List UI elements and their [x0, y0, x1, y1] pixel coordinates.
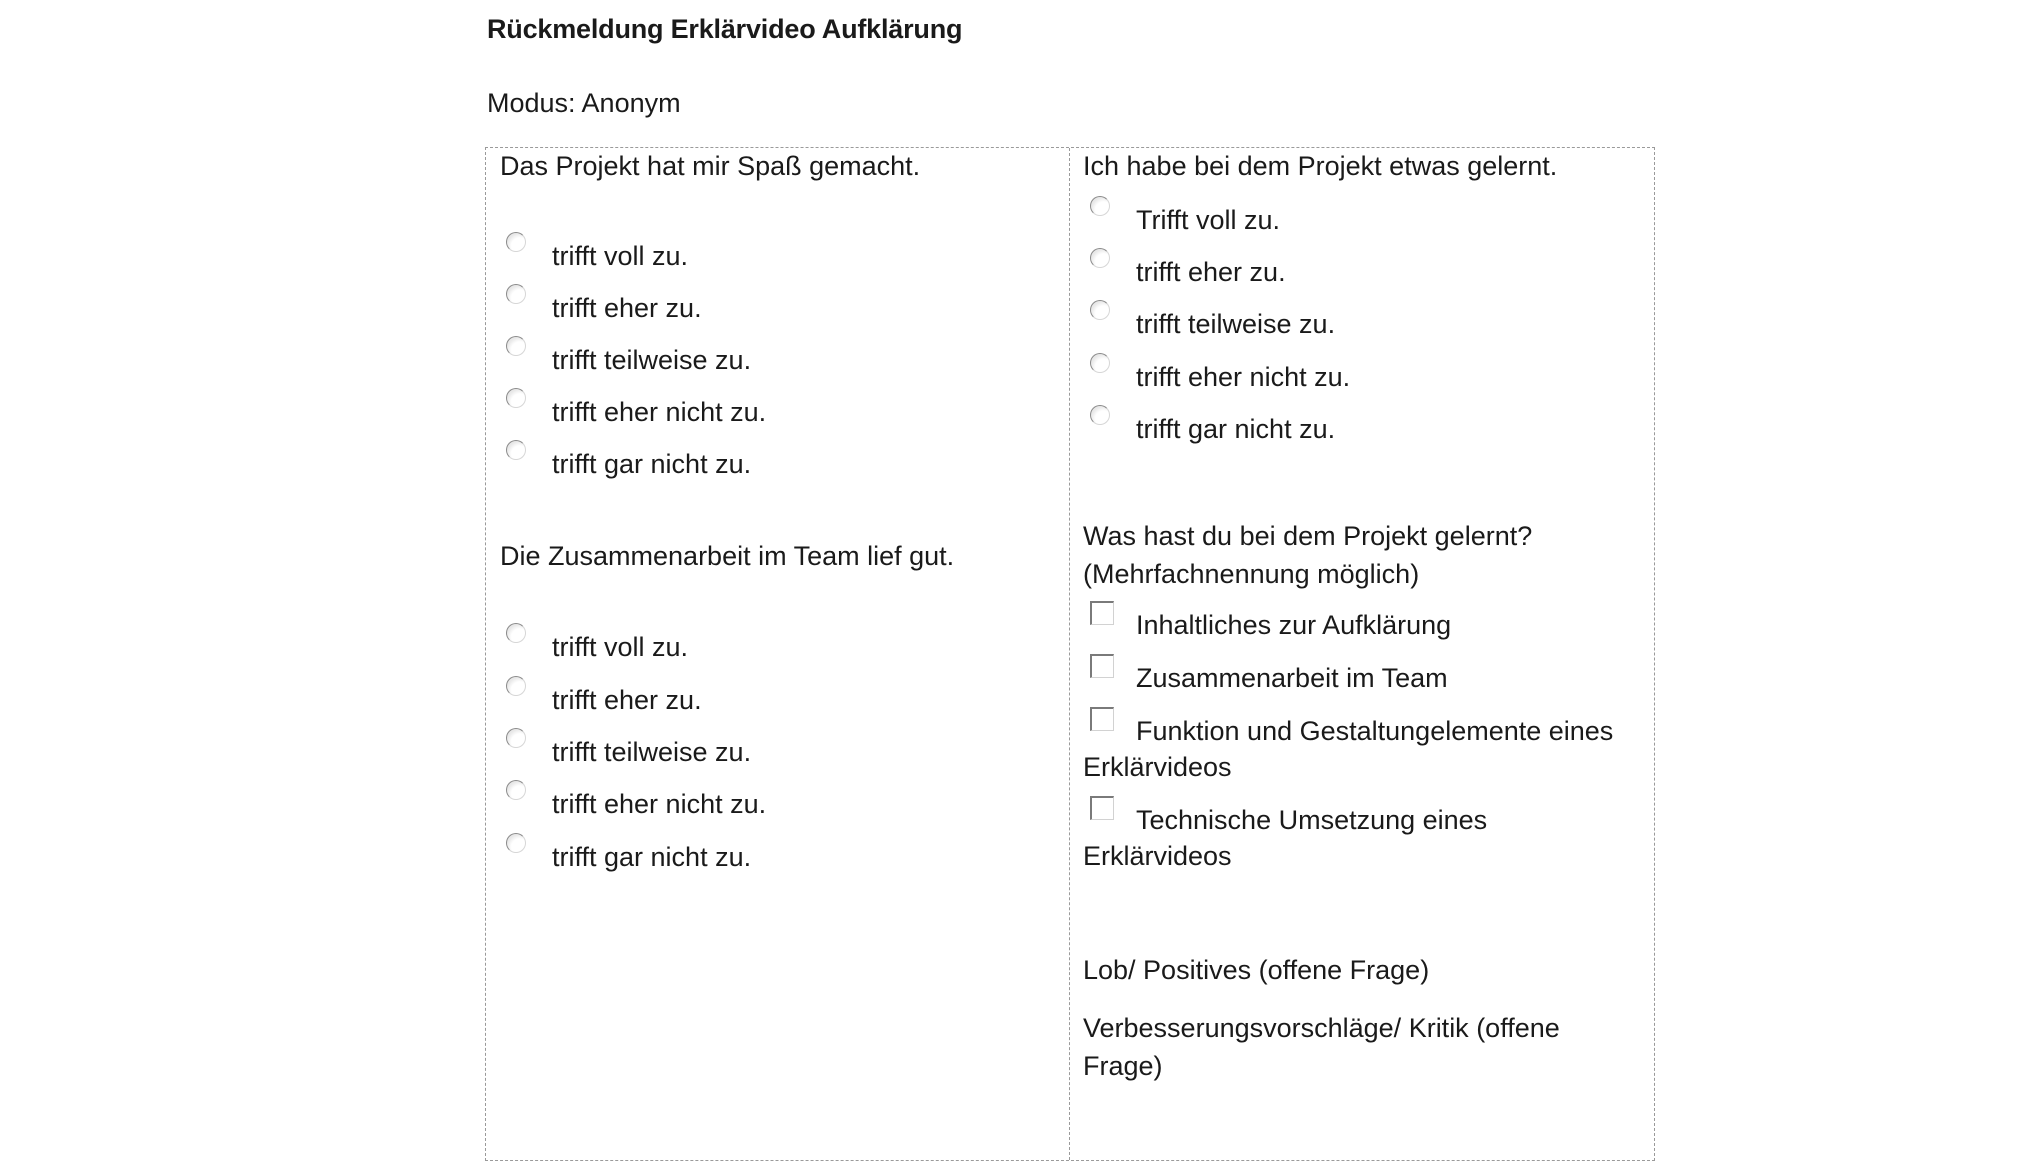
radio-button[interactable]: [1090, 248, 1110, 268]
option-label: Trifft voll zu.: [1136, 205, 1281, 235]
checkbox[interactable]: [1090, 654, 1114, 678]
radio-button[interactable]: [506, 232, 526, 252]
question-learned: Ich habe bei dem Projekt etwas gelernt.: [1083, 151, 1558, 181]
radio-button[interactable]: [506, 388, 526, 408]
option-label: Technische Umsetzung eines: [1136, 805, 1488, 835]
option-label: trifft gar nicht zu.: [1136, 414, 1336, 444]
column-divider: [1069, 148, 1070, 1160]
option-label: trifft voll zu.: [552, 241, 689, 271]
survey-table: [485, 147, 1655, 1161]
radio-button[interactable]: [506, 284, 526, 304]
option-label: Funktion und Gestaltungelemente eines: [1136, 716, 1614, 746]
option-label-continued: Erklärvideos: [1083, 841, 1232, 871]
question-improvements-continued: Frage): [1083, 1051, 1163, 1081]
option-label-continued: Erklärvideos: [1083, 752, 1232, 782]
question-praise: Lob/ Positives (offene Frage): [1083, 955, 1430, 985]
radio-button[interactable]: [506, 623, 526, 643]
option-label: trifft gar nicht zu.: [552, 842, 752, 872]
option-label: Inhaltliches zur Aufklärung: [1136, 610, 1452, 640]
option-label: trifft eher nicht zu.: [552, 397, 767, 427]
radio-button[interactable]: [506, 440, 526, 460]
radio-button[interactable]: [506, 676, 526, 696]
option-label: trifft gar nicht zu.: [552, 449, 752, 479]
question-teamwork: Die Zusammenarbeit im Team lief gut.: [500, 541, 955, 571]
question-fun: Das Projekt hat mir Spaß gemacht.: [500, 151, 921, 181]
document-title: Rückmeldung Erklärvideo Aufklärung: [487, 14, 963, 44]
radio-button[interactable]: [506, 780, 526, 800]
checkbox[interactable]: [1090, 796, 1114, 820]
option-label: trifft eher zu.: [552, 685, 702, 715]
radio-button[interactable]: [1090, 405, 1110, 425]
question-what-learned-hint: (Mehrfachnennung möglich): [1083, 559, 1420, 589]
option-label: trifft eher nicht zu.: [552, 789, 767, 819]
radio-button[interactable]: [1090, 196, 1110, 216]
option-label: Zusammenarbeit im Team: [1136, 663, 1448, 693]
option-label: trifft eher nicht zu.: [1136, 362, 1351, 392]
option-label: trifft eher zu.: [1136, 257, 1286, 287]
radio-button[interactable]: [506, 728, 526, 748]
radio-button[interactable]: [1090, 353, 1110, 373]
option-label: trifft eher zu.: [552, 293, 702, 323]
question-improvements: Verbesserungsvorschläge/ Kritik (offene: [1083, 1013, 1560, 1043]
radio-button[interactable]: [1090, 300, 1110, 320]
radio-button[interactable]: [506, 833, 526, 853]
option-label: trifft teilweise zu.: [1136, 309, 1336, 339]
survey-mode: Modus: Anonym: [487, 88, 681, 118]
checkbox[interactable]: [1090, 707, 1114, 731]
question-what-learned: Was hast du bei dem Projekt gelernt?: [1083, 521, 1533, 551]
radio-button[interactable]: [506, 336, 526, 356]
checkbox[interactable]: [1090, 601, 1114, 625]
option-label: trifft voll zu.: [552, 632, 689, 662]
option-label: trifft teilweise zu.: [552, 737, 752, 767]
option-label: trifft teilweise zu.: [552, 345, 752, 375]
